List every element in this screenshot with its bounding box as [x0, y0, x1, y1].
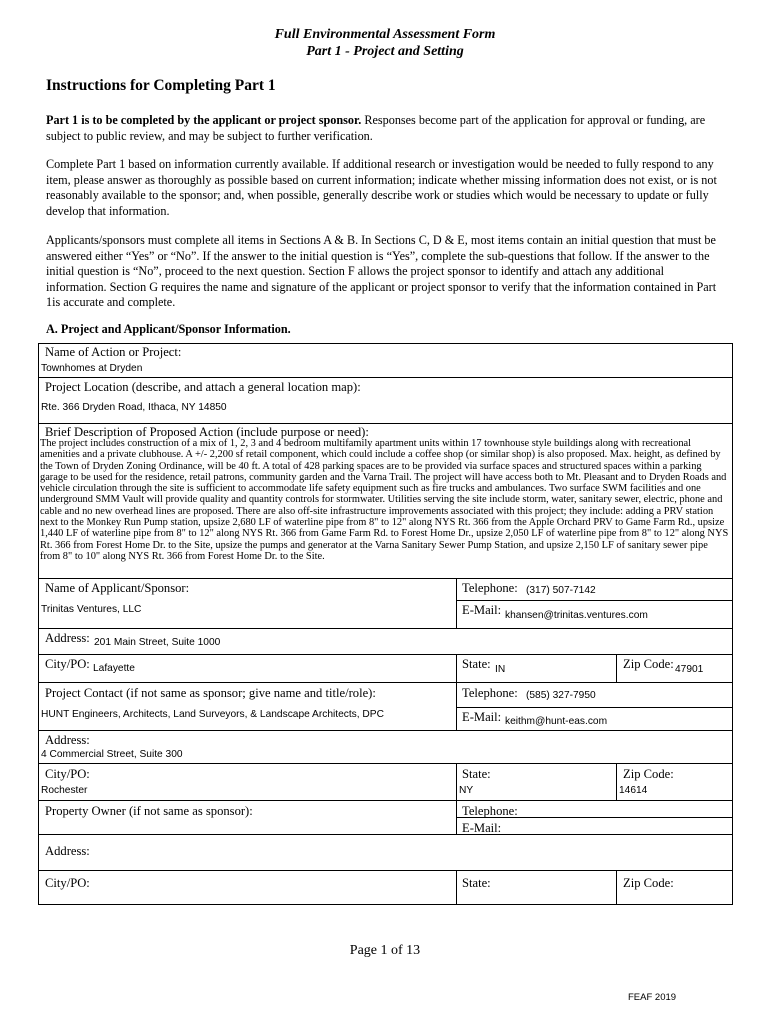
project-name-label: Name of Action or Project: [45, 345, 182, 359]
page-number: Page 1 of 13 [349, 943, 421, 958]
contact-zip-label: Zip Code: [623, 767, 674, 781]
project-location-field[interactable]: Rte. 366 Dryden Road, Ithaca, NY 14850 [41, 402, 227, 413]
instructions-paragraph-2: Complete Part 1 based on information currently available. If additional research or investigation would be needed to fully respond to any item, please answer as thoroughly as possible based on current information; indicate whether missing information does not exist, or is not reasonably available to the sponsor; and, when possible, generally describe work or studies which would be necessary to update or fully develop that information. [46, 157, 717, 218]
applicant-address-field[interactable]: 201 Main Street, Suite 1000 [94, 637, 221, 648]
contact-telephone-label: Telephone: [462, 686, 518, 700]
row-divider [39, 763, 732, 764]
row-divider [39, 654, 732, 655]
row-divider [39, 682, 732, 683]
applicant-email-label: E-Mail: [462, 603, 502, 617]
row-divider [39, 423, 732, 424]
column-divider [616, 870, 617, 905]
instructions-paragraph-1 [46, 113, 726, 144]
applicant-city-field[interactable]: Lafayette [93, 663, 135, 674]
contact-address-field[interactable]: 4 Commercial Street, Suite 300 [41, 749, 183, 760]
contact-telephone-field[interactable]: (585) 327-7950 [526, 690, 596, 701]
project-description-field[interactable]: The project includes construction of a mix of 1, 2, 3 and 4 bedroom multifamily apartment units within 17 townhouse style buildings along with recreational amenities and a private clubhouse. A +/- 2,200 sf retail component, which could include a coffee shop (or similar shop) is also proposed. Max. height, as defined by the Town of Dryden Zoning Ordinance, will be 40 ft. A total of 428 parking spaces are to be provided via surface spaces and structured spaces within a parking garage to be used for the residence, retail patrons, community garden and the Varna Trail. The project will have access both to Mt. Pleasant and to Dryden Roads and vehicle circulation through the site is sufficient to accommodate life safety equipment such as fire trucks and ambulances. Two surface SWM facilities and one underground SMM Vault will provide quality and quantity controls for stormwater. Utilities serving the site include storm, water, sanitary sewer, electric, phone and cable and no new overhead lines are proposed. There are also off-site infrastructure improvements associated with this project; they include: adding a PRV station next to the Monkey Run Pump station, upsize 2,680 LF of waterline pipe from 8" to 12" along NYS Rt. 366 from the Apple Orchard PRV to Game Farm Rd., upsize 1,440 LF of waterline pipe from 8" to 12" along NYS Rt. 366 from Game Farm Rd. to Forest Home Dr., upsize 2,050 LF of waterline pipe from 8" to 12" along NYS Rt. 366 from Forest Home Dr. to the Site, upsize the pumps and generator at the Varna Sanitary Sewer Pump Station, and upsize 2,150 LF of sanitary sewer pipe from 8" to 10" along NYS Rt. 366 from Forest Home Dr. to the Site. [40, 438, 729, 562]
applicant-zip-field[interactable]: 47901 [675, 664, 704, 675]
form-identifier: FEAF 2019 [628, 992, 677, 1003]
paragraph-1-bold-lead: Part 1 is to be completed by the applicant or project sponsor. [46, 113, 362, 127]
column-divider [456, 654, 457, 682]
section-a-heading: A. Project and Applicant/Sponsor Information. [46, 322, 291, 336]
row-divider [39, 800, 732, 801]
owner-email-label: E-Mail: [462, 821, 502, 835]
applicant-zip-label: Zip Code: [623, 657, 674, 671]
owner-address-label: Address: [45, 844, 90, 858]
applicant-name-label: Name of Applicant/Sponsor: [45, 581, 190, 595]
owner-zip-label: Zip Code: [623, 876, 674, 890]
owner-city-label: City/PO: [45, 876, 90, 890]
contact-zip-field[interactable]: 14614 [619, 785, 648, 796]
form-title: Full Environmental Assessment Form [274, 27, 496, 42]
contact-address-label: Address: [45, 733, 90, 747]
project-location-label: Project Location (describe, and attach a general location map): [45, 380, 361, 394]
contact-state-label: State: [462, 767, 491, 781]
contact-city-field[interactable]: Rochester [41, 785, 88, 796]
column-divider [456, 870, 457, 905]
project-description-label: Brief Description of Proposed Action (include purpose or need): [45, 425, 369, 439]
column-divider [456, 578, 457, 628]
column-divider [456, 800, 457, 834]
applicant-telephone-label: Telephone: [462, 581, 518, 595]
column-divider [616, 763, 617, 800]
paragraph-1-rest: Responses become part of the application for approval or funding, are subject to public review, and may be subject to further verification. [46, 113, 706, 143]
property-owner-label: Property Owner (if not same as sponsor): [45, 804, 253, 818]
column-divider [456, 763, 457, 800]
row-divider [39, 578, 732, 579]
owner-telephone-label: Telephone: [462, 804, 518, 818]
row-divider [39, 870, 732, 871]
contact-state-field[interactable]: NY [459, 785, 474, 796]
row-divider [39, 834, 732, 835]
contact-city-label: City/PO: [45, 767, 90, 781]
applicant-state-label: State: [462, 657, 491, 671]
applicant-state-field[interactable]: IN [495, 664, 506, 675]
row-divider [456, 600, 732, 601]
row-divider [39, 628, 732, 629]
row-divider [39, 730, 732, 731]
applicant-telephone-field[interactable]: (317) 507-7142 [526, 585, 596, 596]
column-divider [456, 682, 457, 730]
applicant-address-label: Address: [45, 631, 90, 645]
applicant-email-field[interactable]: khansen@trinitas.ventures.com [505, 610, 648, 621]
contact-email-label: E-Mail: [462, 710, 502, 724]
project-contact-field[interactable]: HUNT Engineers, Architects, Land Surveyors, & Landscape Architects, DPC [41, 709, 384, 720]
form-subtitle: Part 1 - Project and Setting [306, 44, 464, 59]
owner-state-label: State: [462, 876, 491, 890]
column-divider [616, 654, 617, 682]
applicant-name-field[interactable]: Trinitas Ventures, LLC [41, 604, 142, 615]
row-divider [456, 707, 732, 708]
contact-email-field[interactable]: keithm@hunt-eas.com [505, 716, 608, 727]
project-name-field[interactable]: Townhomes at Dryden [41, 363, 143, 374]
project-contact-label: Project Contact (if not same as sponsor; give name and title/role): [45, 686, 376, 700]
instructions-paragraph-3: Applicants/sponsors must complete all items in Sections A & B. In Sections C, D & E, most items contain an initial question that must be answered either “Yes” or “No”. If the answer to the initial question is “Yes”, complete the sub-questions that follow. If the answer to the initial question is “No”, proceed to the next question. Section F allows the project sponsor to identify and attach any additional information. Section G requires the name and signature of the applicant or project sponsor to verify that the information contained in Part 1is accurate and complete. [46, 233, 717, 310]
applicant-city-label: City/PO: [45, 657, 90, 671]
project-info-table [38, 343, 733, 905]
row-divider [39, 377, 732, 378]
instructions-heading: Instructions for Completing Part 1 [46, 77, 276, 94]
